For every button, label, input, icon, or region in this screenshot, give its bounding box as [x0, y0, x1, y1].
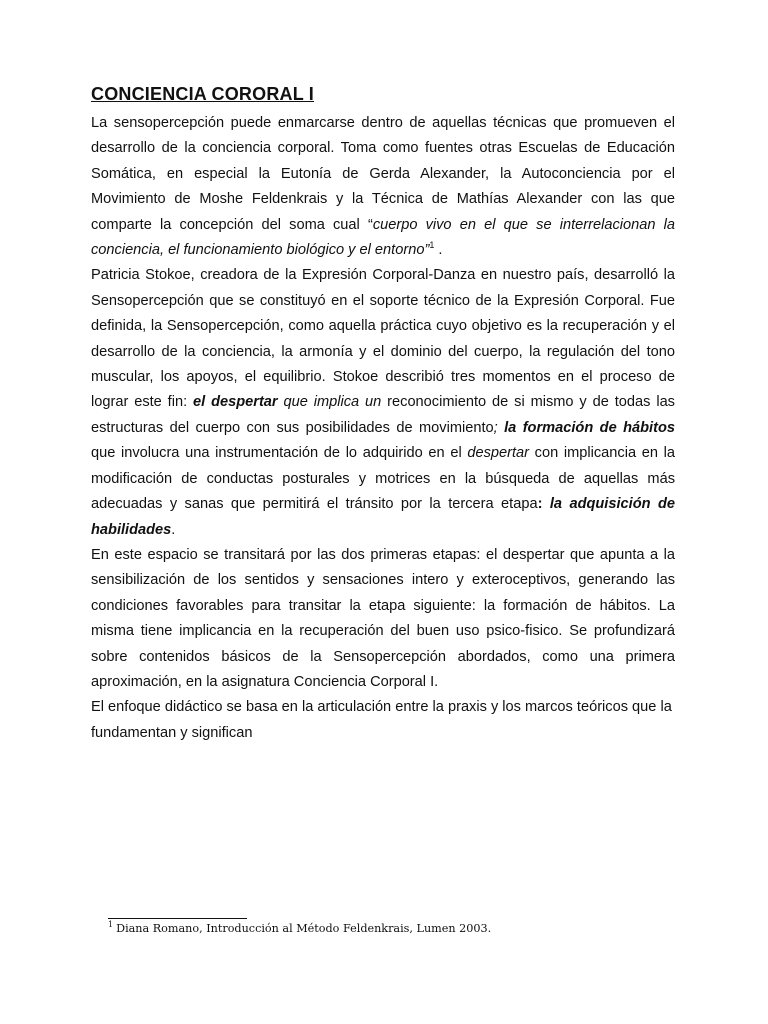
- paragraph-1-text: La sensopercepción puede enmarcarse dentro de aquellas técnicas que promueven el desarrollo de la conciencia corporal. Toma como fuentes otras Escuelas de Educación Somática, en especial la Eutonía de Gerda Alexander, la Autoconciencia por el Movimiento de Moshe Feldenkrais y la Técnica de Mathías Alexander con las que comparte la concepción del soma cual “: [91, 115, 675, 233]
- stage-adquisicion-habilidades: la adquisición de habilidades: [91, 496, 675, 538]
- quote-soma: cuerpo vivo en el que se interrelacionan la conciencia, el funcionamiento biológico y el entorno: [91, 216, 675, 259]
- stage-formacion-habitos: la formación de hábitos: [504, 419, 675, 436]
- paragraph-2-italic-a: que implica un: [277, 394, 382, 411]
- document-body: [91, 84, 675, 746]
- paragraph-2: [91, 263, 675, 542]
- paragraph-1-end: .: [434, 242, 443, 259]
- footnote-text: Diana Romano, Introducción al Método Feldenkrais, Lumen 2003.: [116, 922, 492, 935]
- paragraph-1: [91, 111, 675, 263]
- footnote-number: 1: [108, 920, 114, 930]
- paragraph-2-colon: :: [537, 496, 550, 513]
- paragraph-2-text-c: que involucra una instrumentación de lo adquirido en el: [91, 445, 468, 462]
- paragraph-2-text-a: Patricia Stokoe, creadora de la Expresión Corporal-Danza en nuestro país, desarrolló la Sensopercepción que se constituyó en el soporte técnico de la Expresión Corporal. Fue definida, la Sensopercepción, como aquella práctica cuyo objetivo es la recuperación y el desarrollo de la conciencia, la armonía y el dominio del cuerpo, la regulación del tono muscular, los apoyos, el equilibrio. Stokoe describió tres momentos en el proceso de lograr este fin:: [91, 267, 675, 411]
- paragraph-2-italic-c: despertar: [467, 445, 530, 462]
- paragraph-4: El enfoque didáctico se basa en la articulación entre la praxis y los marcos teóricos que la fundamentan y significan: [91, 699, 672, 741]
- quote-close: ”: [424, 242, 430, 259]
- paragraph-2-text-b: reconocimiento de si mismo y de todas las estructuras del cuerpo con sus posibilidades de movimiento: [91, 394, 675, 436]
- paragraph-2-end: .: [171, 521, 176, 538]
- footnote-separator: [108, 918, 247, 919]
- page-title: CONCIENCIA CORORAL I: [91, 84, 315, 104]
- paragraph-3: En este espacio se transitará por las dos primeras etapas: el despertar que apunta a la sensibilización de los sentidos y sensaciones intero y exteroceptivos, generando las condiciones favorables para transitar la etapa siguiente: la formación de hábitos. La misma tiene implicancia en la recuperación del buen uso psico-fisico. Se profundizará sobre contenidos básicos de la Sensopercepción abordados, como una primera aproximación, en la asignatura Conciencia Corporal I.: [91, 546, 675, 690]
- footnote-reference[interactable]: 1: [429, 240, 435, 251]
- paragraph-2-italic-b: ;: [493, 419, 505, 436]
- stage-el-despertar: el despertar: [193, 394, 278, 411]
- paragraph-2-text-d: con implicancia en la modificación de conductas posturales y motrices en la búsqueda de aquellas más adecuadas y sanas que permitirá el tránsito por la tercera etapa: [91, 445, 675, 513]
- footnote: [108, 922, 491, 935]
